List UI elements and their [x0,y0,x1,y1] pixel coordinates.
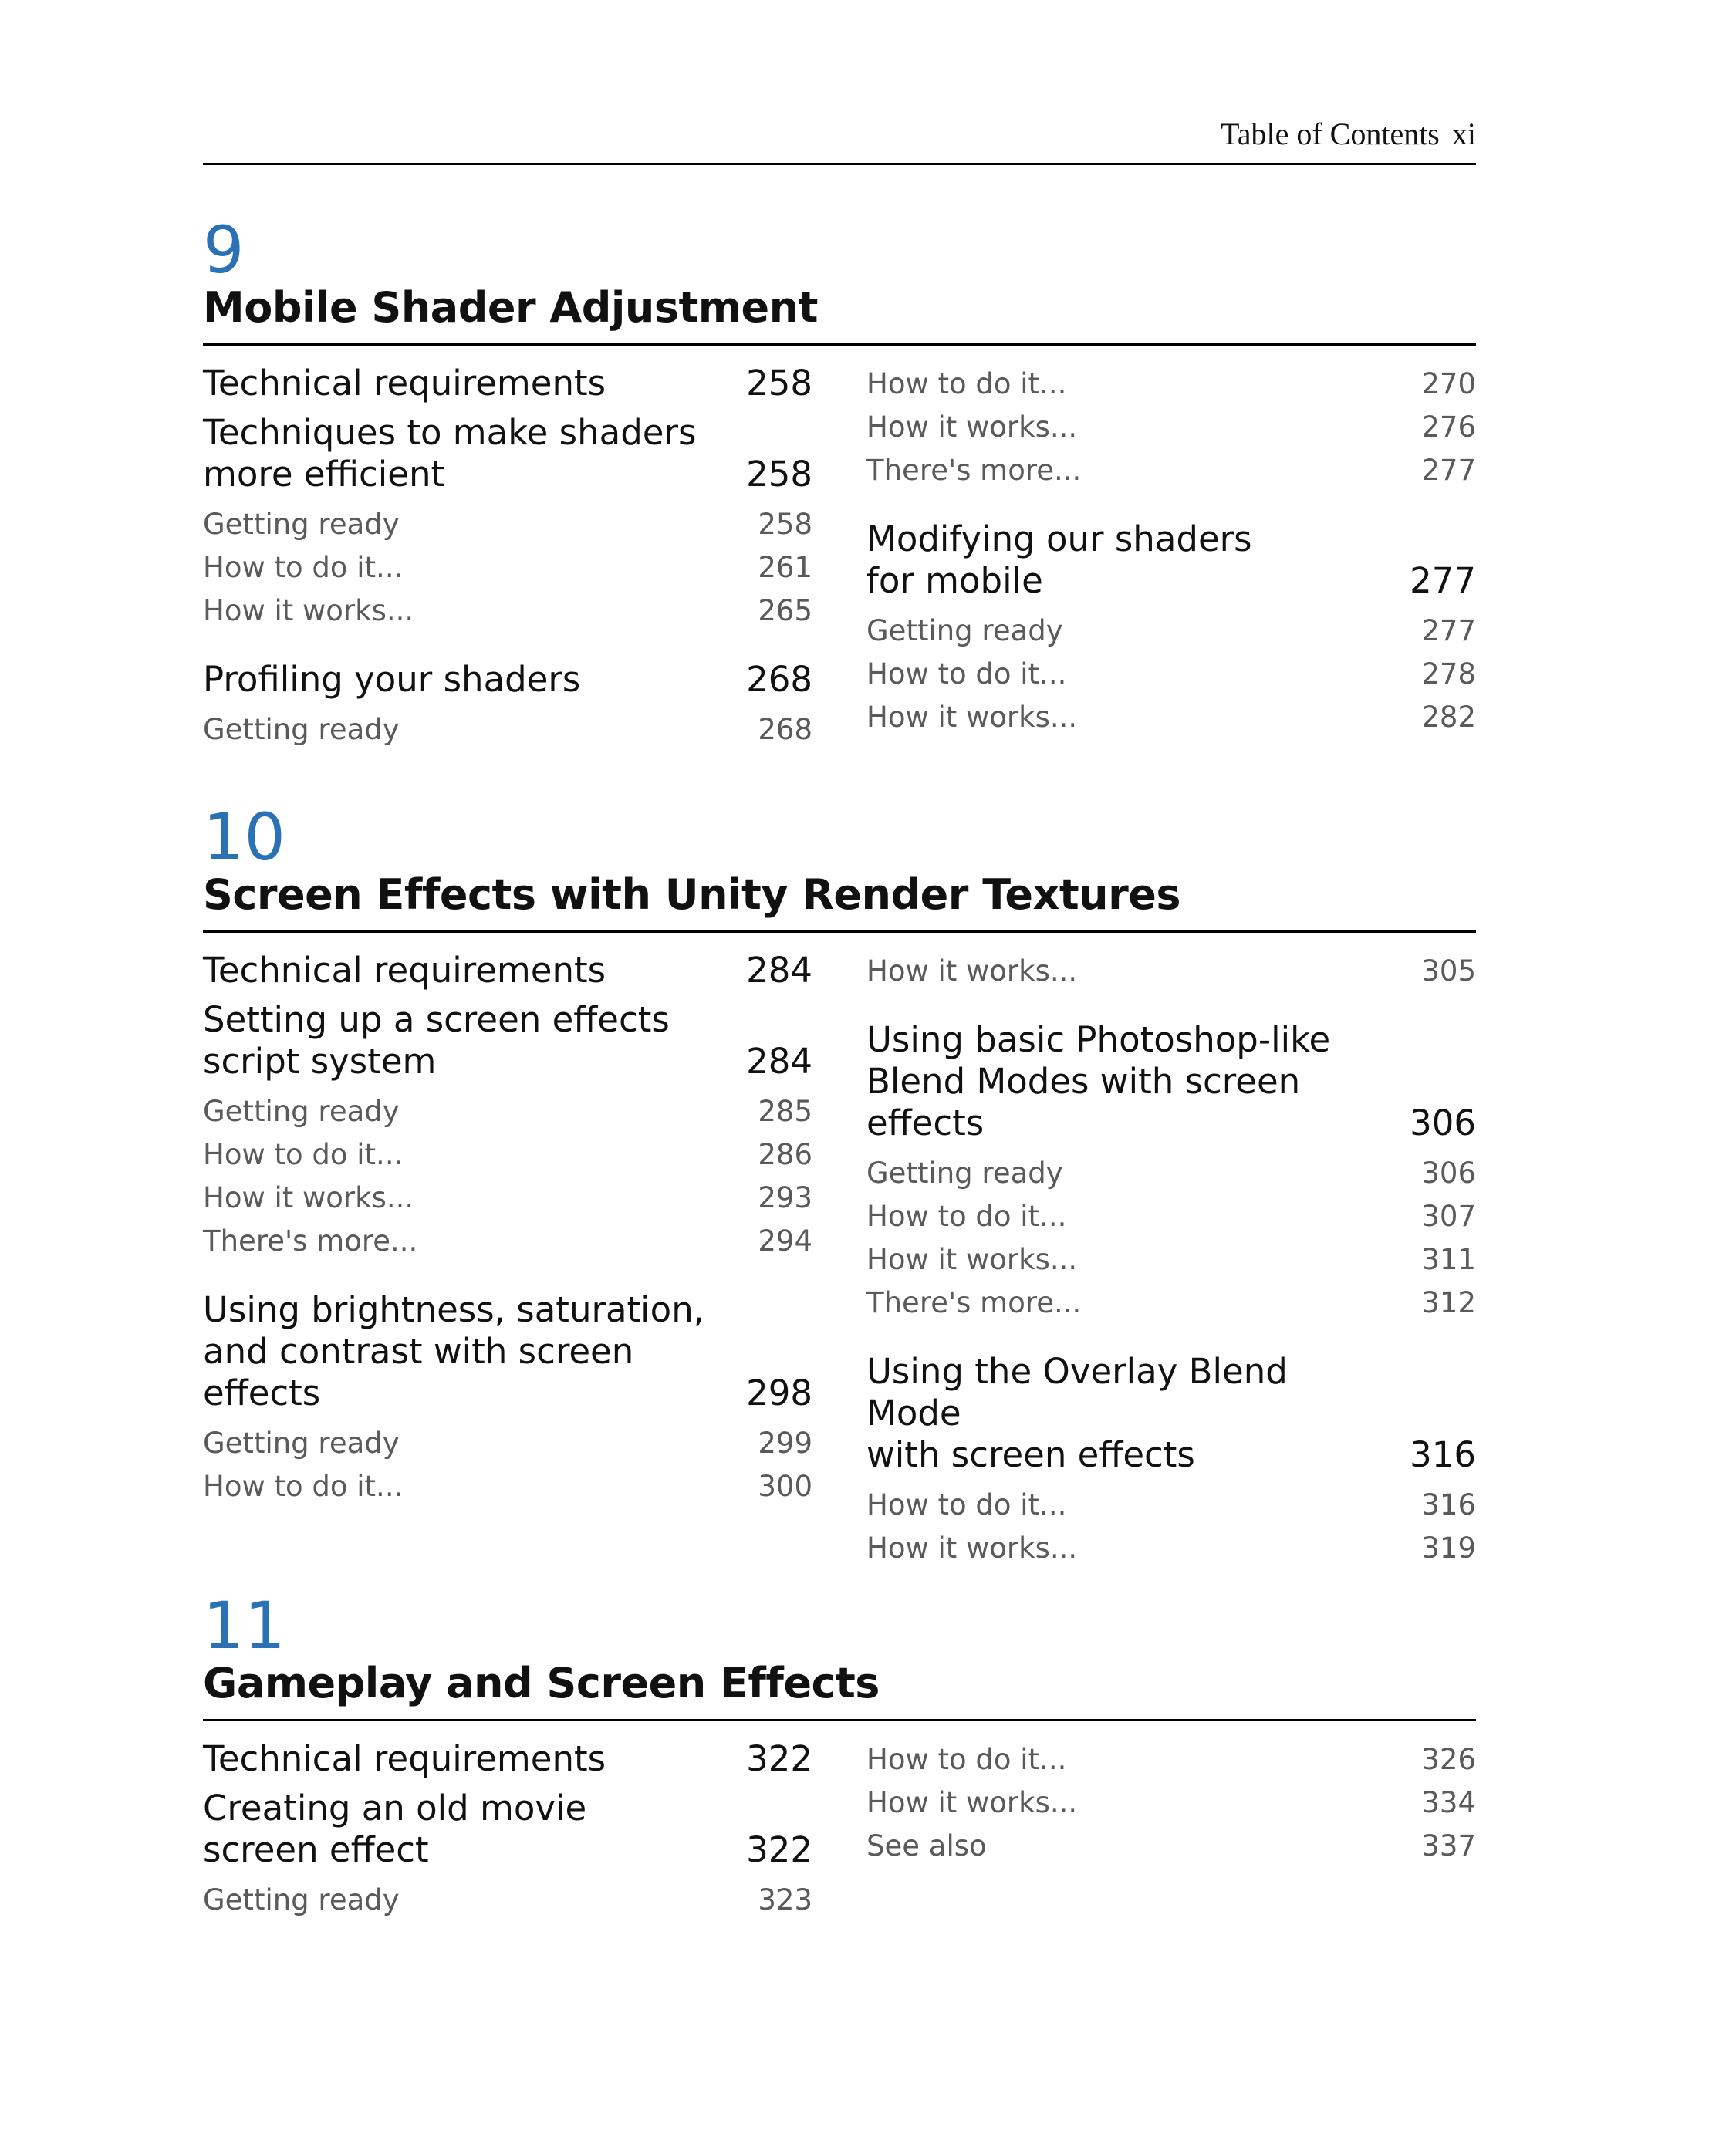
toc-entry-page: 298 [746,1373,812,1413]
toc-column-left [203,1738,812,1922]
toc-entry-page: 323 [758,1883,812,1916]
toc-entry-page: 277 [1410,560,1476,601]
toc-entry-major[interactable] [203,999,812,1082]
toc-entry-page: 306 [1421,1157,1476,1190]
toc-entry-title: How to do it... [203,1470,404,1503]
toc-entry-minor[interactable] [203,1422,812,1465]
toc-entry-title: How it works... [866,410,1078,444]
toc-entry-title: Creating an old movie screen effect [203,1788,587,1870]
toc-entry-title: Getting ready [866,1157,1063,1190]
toc-entry-major[interactable] [203,412,812,495]
toc-entry-minor[interactable] [203,1133,812,1177]
toc-entry-minor[interactable] [866,653,1476,696]
toc-entry-page: 311 [1421,1243,1476,1276]
toc-entry-minor[interactable] [866,1825,1476,1868]
toc-entry-minor[interactable] [866,1282,1476,1325]
toc-entry-page: 284 [746,950,812,991]
toc-entry-minor[interactable] [866,696,1476,739]
toc-entry-page: 305 [1421,954,1476,988]
toc-entry-minor[interactable] [866,1781,1476,1825]
toc-entry-minor[interactable] [866,1527,1476,1570]
toc-entry-page: 300 [758,1470,812,1503]
toc-entry-title: There's more... [866,454,1082,487]
toc-entry-page: 276 [1421,410,1476,444]
toc-entry-page: 319 [1421,1531,1476,1565]
toc-entry-major[interactable] [866,1019,1476,1144]
toc-entry-page: 284 [746,1041,812,1082]
chapter-title: Gameplay and Screen Effects [203,1661,1476,1721]
toc-entry-minor[interactable] [866,610,1476,653]
toc-entry-page: 312 [1421,1286,1476,1319]
toc-entry-major[interactable] [203,1738,812,1780]
toc-entry-title: Getting ready [866,614,1063,647]
header-page-number: xi [1451,117,1476,151]
toc-entry-title: There's more... [203,1224,418,1258]
toc-entry-major[interactable] [203,1788,812,1871]
chapter-number: 11 [203,1588,285,1663]
toc-entry-page: 282 [1421,701,1476,734]
toc-entry-major[interactable] [203,659,812,701]
chapter-number: 9 [203,212,245,288]
toc-column-right [866,1738,1476,1868]
toc-entry-minor[interactable] [866,1152,1476,1195]
toc-entry-minor[interactable] [203,546,812,589]
toc-entry-title: How to do it... [866,1200,1067,1233]
toc-entry-title: How to do it... [203,1138,404,1171]
toc-entry-page: 265 [758,594,812,627]
toc-entry-page: 337 [1421,1829,1476,1862]
toc-entry-title: See also [866,1829,987,1862]
toc-entry-page: 258 [746,363,812,404]
toc-entry-minor[interactable] [203,589,812,633]
toc-entry-title: Using basic Photoshop-like Blend Modes with screen effects [866,1019,1331,1143]
toc-entry-major[interactable] [203,950,812,991]
toc-entry-title: How it works... [866,1786,1078,1819]
toc-entry-title: Technical requirements [203,950,606,991]
toc-entry-title: Modifying our shaders for mobile [866,518,1252,601]
chapter-title: Mobile Shader Adjustment [203,285,1476,346]
toc-entry-minor[interactable] [203,1090,812,1133]
toc-entry-page: 307 [1421,1200,1476,1233]
toc-entry-major[interactable] [203,1289,812,1414]
toc-entry-title: Techniques to make shaders more efficient [203,412,697,495]
toc-entry-page: 258 [758,508,812,541]
toc-entry-page: 278 [1421,657,1476,691]
toc-entry-title: Getting ready [203,1427,400,1460]
toc-entry-minor[interactable] [866,449,1476,492]
toc-entry-title: There's more... [866,1286,1082,1319]
toc-entry-title: How it works... [866,701,1078,734]
toc-entry-title: How it works... [866,1531,1078,1565]
toc-entry-page: 299 [758,1427,812,1460]
toc-entry-title: Getting ready [203,1883,400,1916]
toc-entry-page: 268 [758,713,812,746]
toc-entry-title: How it works... [203,594,414,627]
toc-entry-title: Setting up a screen effects script system [203,999,670,1082]
toc-entry-page: 316 [1421,1488,1476,1521]
toc-entry-title: Getting ready [203,713,400,746]
toc-entry-minor[interactable] [203,1465,812,1508]
toc-entry-minor[interactable] [866,363,1476,406]
toc-entry-minor[interactable] [866,1738,1476,1781]
toc-entry-page: 285 [758,1095,812,1128]
toc-column-left [203,950,812,1508]
toc-entry-page: 334 [1421,1786,1476,1819]
toc-entry-title: Getting ready [203,1095,400,1128]
toc-entry-minor[interactable] [203,708,812,751]
toc-column-right [866,363,1476,739]
toc-entry-title: How to do it... [866,1488,1067,1521]
toc-entry-title: Getting ready [203,508,400,541]
toc-entry-page: 268 [746,659,812,700]
toc-entry-title: How to do it... [866,657,1067,691]
toc-entry-page: 286 [758,1138,812,1171]
toc-entry-minor[interactable] [203,1177,812,1220]
toc-column-right [866,950,1476,1570]
toc-entry-minor[interactable] [866,406,1476,449]
toc-entry-page: 258 [746,454,812,495]
toc-entry-minor[interactable] [866,1195,1476,1238]
toc-entry-major[interactable] [866,518,1476,602]
toc-entry-title: How to do it... [866,1743,1067,1776]
toc-entry-major[interactable] [203,363,812,404]
toc-entry-major[interactable] [866,1351,1476,1476]
toc-entry-minor[interactable] [203,503,812,546]
toc-entry-minor[interactable] [866,950,1476,993]
chapter-number: 10 [203,799,285,875]
toc-entry-title: Technical requirements [203,363,606,404]
toc-entry-title: How it works... [866,954,1078,988]
toc-entry-minor[interactable] [866,1484,1476,1527]
toc-entry-page: 261 [758,551,812,584]
toc-entry-title: How to do it... [203,551,404,584]
header-title: Table of Contents [1221,117,1440,151]
toc-entry-page: 316 [1410,1434,1476,1475]
toc-entry-title: How to do it... [866,367,1067,400]
toc-column-left [203,363,812,751]
toc-entry-title: Technical requirements [203,1738,606,1779]
toc-entry-minor[interactable] [203,1879,812,1922]
chapter-title: Screen Effects with Unity Render Textures [203,873,1476,933]
toc-entry-page: 277 [1421,454,1476,487]
toc-entry-minor[interactable] [866,1238,1476,1282]
toc-entry-page: 322 [746,1738,812,1779]
toc-entry-page: 293 [758,1181,812,1214]
toc-entry-page: 306 [1410,1103,1476,1143]
toc-entry-page: 326 [1421,1743,1476,1776]
toc-entry-title: How it works... [866,1243,1078,1276]
toc-entry-title: Using brightness, saturation, and contrast with screen effects [203,1289,705,1413]
toc-entry-title: Profiling your shaders [203,659,581,700]
toc-entry-page: 294 [758,1224,812,1258]
toc-entry-page: 270 [1421,367,1476,400]
toc-entry-page: 322 [746,1829,812,1870]
toc-entry-title: How it works... [203,1181,414,1214]
running-header [203,116,1476,165]
toc-entry-minor[interactable] [203,1220,812,1263]
toc-entry-page: 277 [1421,614,1476,647]
toc-entry-title: Using the Overlay Blend Mode with screen effects [866,1351,1288,1475]
